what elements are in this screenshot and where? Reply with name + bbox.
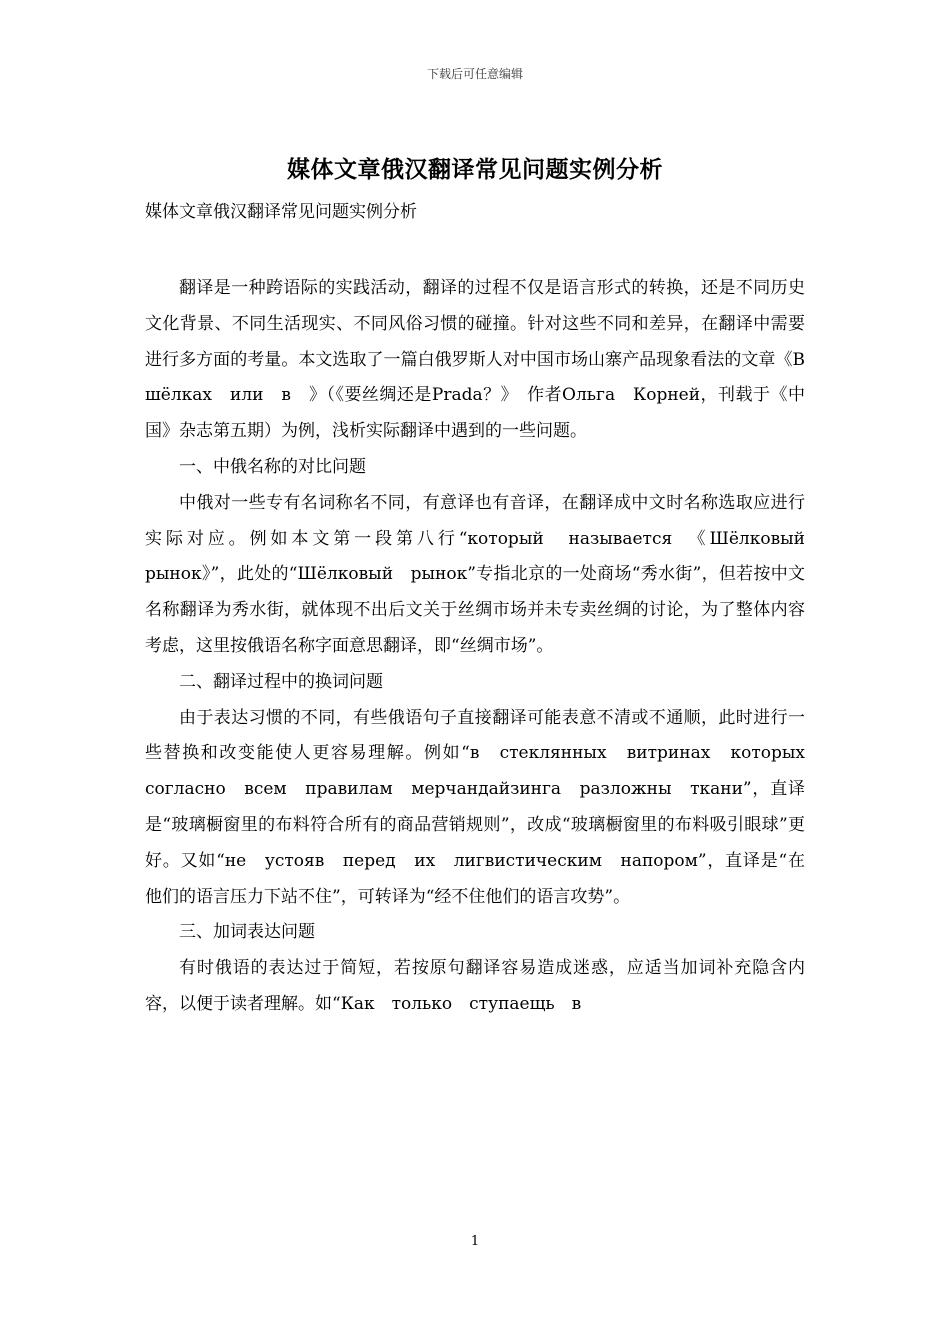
document-subtitle: 媒体文章俄汉翻译常见问题实例分析 [145,202,417,222]
document-title: 媒体文章俄汉翻译常见问题实例分析 [287,156,663,183]
section-heading-1: 一、中俄名称的对比问题 [179,456,366,477]
paragraph-intro: 翻译是一种跨语际的实践活动，翻译的过程不仅是语言形式的转换，还是不同历史文化背景、不同生活现实、不同风俗习惯的碰撞。针对这些不同和差异，在翻译中需要进行多方面的考量。本文选取了一篇白俄罗斯人对中国市场山寨产品现象看法的文章《В шёлках или в 》（《要丝绸还是Prada？》 作者Ольга Корней，刊载于《中国》杂志第五期）为例，浅析实际翻译中遇到的一些问题。 [145,278,822,442]
page-header: 下载后可任意编辑 [426,67,523,81]
page-number: 1 [470,1234,480,1249]
paragraph-section-3: 有时俄语的表达过于简短，若按原句翻译容易造成迷惑，应适当加词补充隐含内容，以便于读者理解。如“Как только ступаещь в [145,958,805,1014]
paragraph-section-1: 中俄对一些专有名词称名不同，有意译也有音译，在翻译成中文时名称选取应进行实际对应。例如本文第一段第八行“который называется 《Шёлковый рынок》”，此处的“Шёлковый рынок”专指北京的一处商场“秀水街”，但若按中文名称翻译为秀水街，就体现不出后文关于丝绸市场并未专卖丝绸的讨论，为了整体内容考虑，这里按俄语名称字面意思翻译，即“丝绸市场”。 [145,492,822,656]
paragraph-section-2: 由于表达习惯的不同，有些俄语句子直接翻译可能表意不清或不通顺，此时进行一些替换和改变能使人更容易理解。例如“в стеклянных витринах которых согласно всем правилам мерчандайзинга разложны ткани”，直译是“玻璃橱窗里的布料符合所有的商品营销规则”，改成“玻璃橱窗里的布料吸引眼球”更好。又如“не устояв перед их лигвистическим напором”，直译是“在他们的语言压力下站不住”，可转译为“经不住他们的语言攻势”。 [145,707,822,907]
section-heading-2: 二、翻译过程中的换词问题 [179,671,383,692]
section-heading-3: 三、加词表达问题 [179,922,315,943]
document-body [145,271,822,1023]
